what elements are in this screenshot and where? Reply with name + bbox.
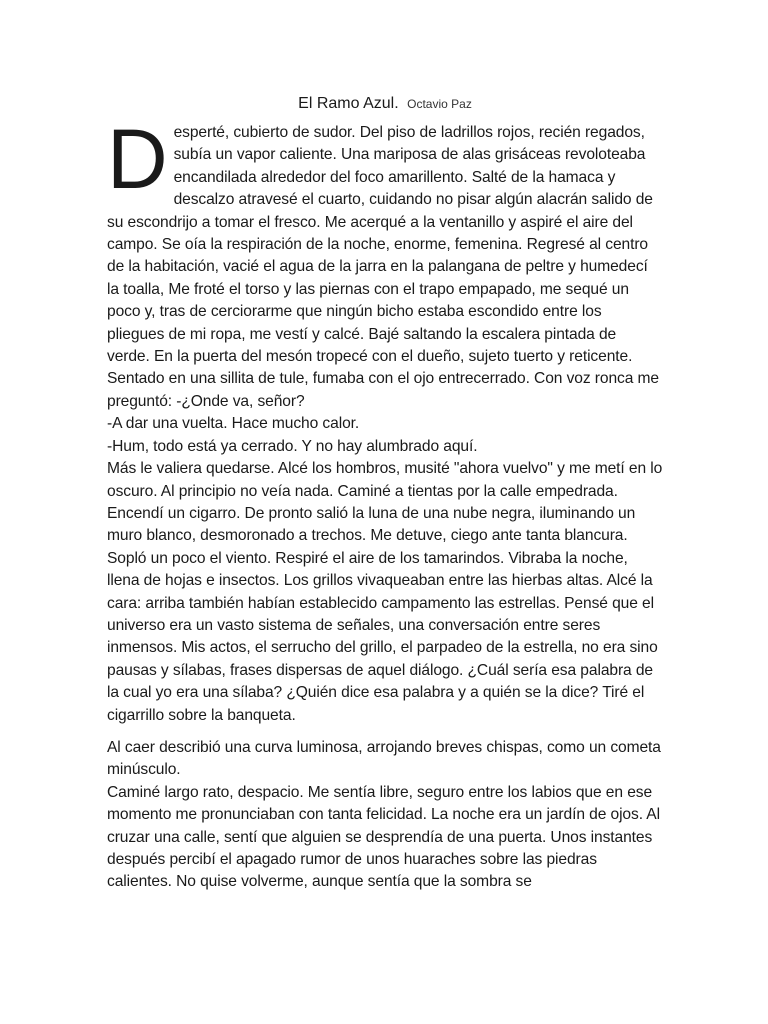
document-page [107, 92, 663, 894]
paragraph-1 [107, 112, 663, 413]
paragraph-3: -Hum, todo está ya cerrado. Y no hay alumbrado aquí. [107, 437, 478, 455]
story-title: El Ramo Azul [298, 95, 395, 112]
paragraph-4: Más le valiera quedarse. Alcé los hombros, musité "ahora vuelvo" y me metí en lo oscuro. Al principio no veía nada. Caminé a tientas por la calle empedrada. Encendí un cigarro. De pronto salió la luna de una nube negra, iluminando un muro blanco, desmoronado a trechos. Me detuve, ciego ante tanta blancura. Sopló un poco el viento. Respiré el aire de los tamarindos. Vibraba la noche, llena de hojas e insectos. Los grillos vivaqueaban entre las hierbas altas. Alcé la cara: arriba también habían establecido campamento las estrellas. Pensé que el universo era un vasto sistema de señales, una conversación entre seres inmensos. Mis actos, el serrucho del grillo, el parpadeo de la estrella, no era sino pausas y sílabas, frases dispersas de aquel diálogo. ¿Cuál sería esa palabra de la cual yo era una sílaba? ¿Quién dice esa palabra y a quién se la dice? Tiré el cigarrillo sobre la banqueta. [107, 460, 663, 724]
drop-cap: D [107, 112, 168, 206]
paragraph-6: Caminé largo rato, despacio. Me sentía libre, seguro entre los labios que en ese momento me pronunciaban con tanta felicidad. La noche era un jardín de ojos. Al cruzar una calle, sentí que alguien se desprendía de una puerta. Unos instantes después percibí el apagado rumor de unos huaraches sobre las piedras calientes. No quise volverme, aunque sentía que la sombra se [107, 783, 660, 891]
story-body [107, 112, 663, 894]
title-punctuation: . [394, 95, 399, 112]
author-name: Octavio Paz [407, 97, 472, 111]
title-line [107, 92, 663, 116]
paragraph-2: -A dar una vuelta. Hace mucho calor. [107, 415, 360, 433]
paragraph-5: Al caer describió una curva luminosa, arrojando breves chispas, como un cometa minúsculo. [107, 738, 661, 779]
paragraph-1-text: esperté, cubierto de sudor. Del piso de ladrillos rojos, recién regados, subía un vapor caliente. Una mariposa de alas grisáceas revoloteaba encandilada alrededor del foco amarillento. Salté de la hamaca y descalzo atravesé el cuarto, cuidando no pisar algún alacrán salido de su escondrijo a tomar el fresco. Me acerqué a la ventanillo y aspiré el aire del campo. Se oía la respiración de la noche, enorme, femenina. Regresé al centro de la habitación, vacié el agua de la jarra en la palangana de peltre y humedecí la toalla, Me froté el torso y las piernas con el trapo empapado, me sequé un poco y, tras de cerciorarme que ningún bicho estaba escondido entre los pliegues de mi ropa, me vestí y calcé. Bajé saltando la escalera pintada de verde. En la puerta del mesón tropecé con el dueño, sujeto tuerto y reticente. Sentado en una sillita de tule, fumaba con el ojo entrecerrado. Con voz ronca me preguntó: -¿Onde va, señor? [107, 124, 659, 410]
